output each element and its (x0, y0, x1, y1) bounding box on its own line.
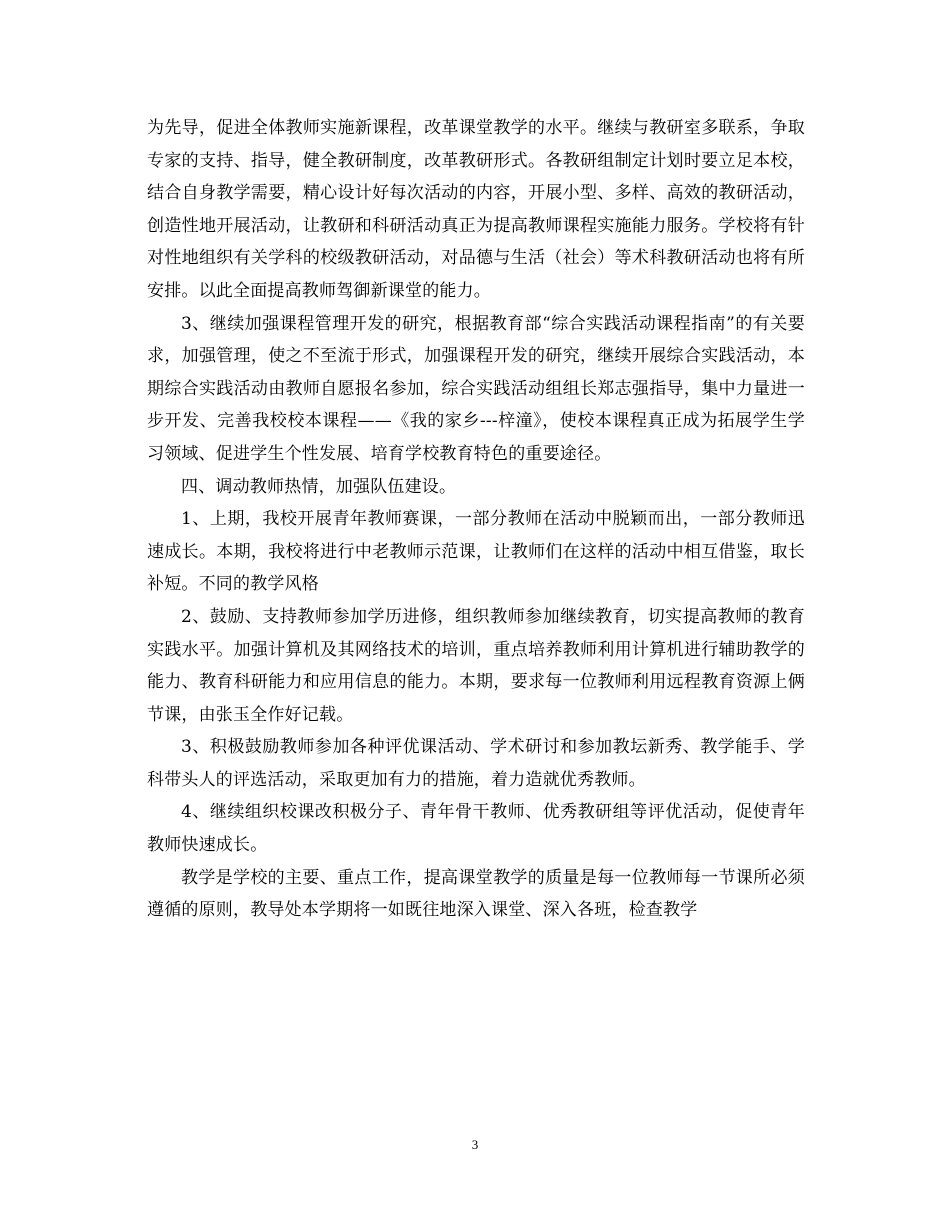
page-number: 3 (471, 1137, 479, 1152)
paragraph-continuation: 为先导，促进全体教师实施新课程，改革课堂教学的水平。继续与教研室多联系，争取专家的支持、指导，健全教研制度，改革教研形式。各教研组制定计划时要立足本校，结合自身教学需要，精心设计好每次活动的内容，开展小型、多样、高效的教研活动，创造性地开展活动，让教研和科研活动真正为提高教师课程实施能力服务。学校将有针对性地组织有关学科的校级教研活动，对品德与生活（社会）等术科教研活动也将有所安排。以此全面提高教师驾御新课堂的能力。 (147, 118, 805, 301)
paragraph-item-4-awards: 4、继续组织校课改积极分子、青年骨干教师、优秀教研组等评优活动，促使青年教师快速成长。 (147, 802, 805, 856)
document-body (147, 112, 805, 927)
paragraph-item-2-training: 2、鼓励、支持教师参加学历进修，组织教师参加继续教育，切实提高教师的教育实践水平。加强计算机及其网络技术的培训，重点培养教师利用计算机进行辅助教学的能力、教育科研能力和应用信息的能力。本期，要求每一位教师利用远程教育资源上俩节课，由张玉全作好记载。 (147, 606, 805, 725)
paragraph-teaching-quality: 教学是学校的主要、重点工作，提高课堂教学的质量是每一位教师每一节课所必须遵循的原则，教导处本学期将一如既往地深入课堂、深入各班，检查教学 (147, 867, 805, 921)
paragraph-item-3-curriculum: 3、继续加强课程管理开发的研究，根据教育部“综合实践活动课程指南”的有关要求，加强管理，使之不至流于形式，加强课程开发的研究，继续开展综合实践活动，本期综合实践活动由教师自愿报名参加，综合实践活动组组长郑志强指导，集中力量进一步开发、完善我校校本课程——《我的家乡---梓潼》，使校本课程真正成为拓展学生学习领域、促进学生个性发展、培育学校教育特色的重要途径。 (147, 313, 805, 464)
section-heading-4: 四、调动教师热情，加强队伍建设。 (181, 476, 457, 497)
paragraph-item-1-young-teachers: 1、上期，我校开展青年教师赛课，一部分教师在活动中脱颖而出，一部分教师迅速成长。本期，我校将进行中老教师示范课，让教师们在这样的活动中相互借鉴，取长补短。不同的教学风格 (147, 509, 805, 595)
paragraph-item-3-competitions: 3、积极鼓励教师参加各种评优课活动、学术研讨和参加教坛新秀、教学能手、学科带头人的评选活动，采取更加有力的措施，着力造就优秀教师。 (147, 737, 805, 790)
